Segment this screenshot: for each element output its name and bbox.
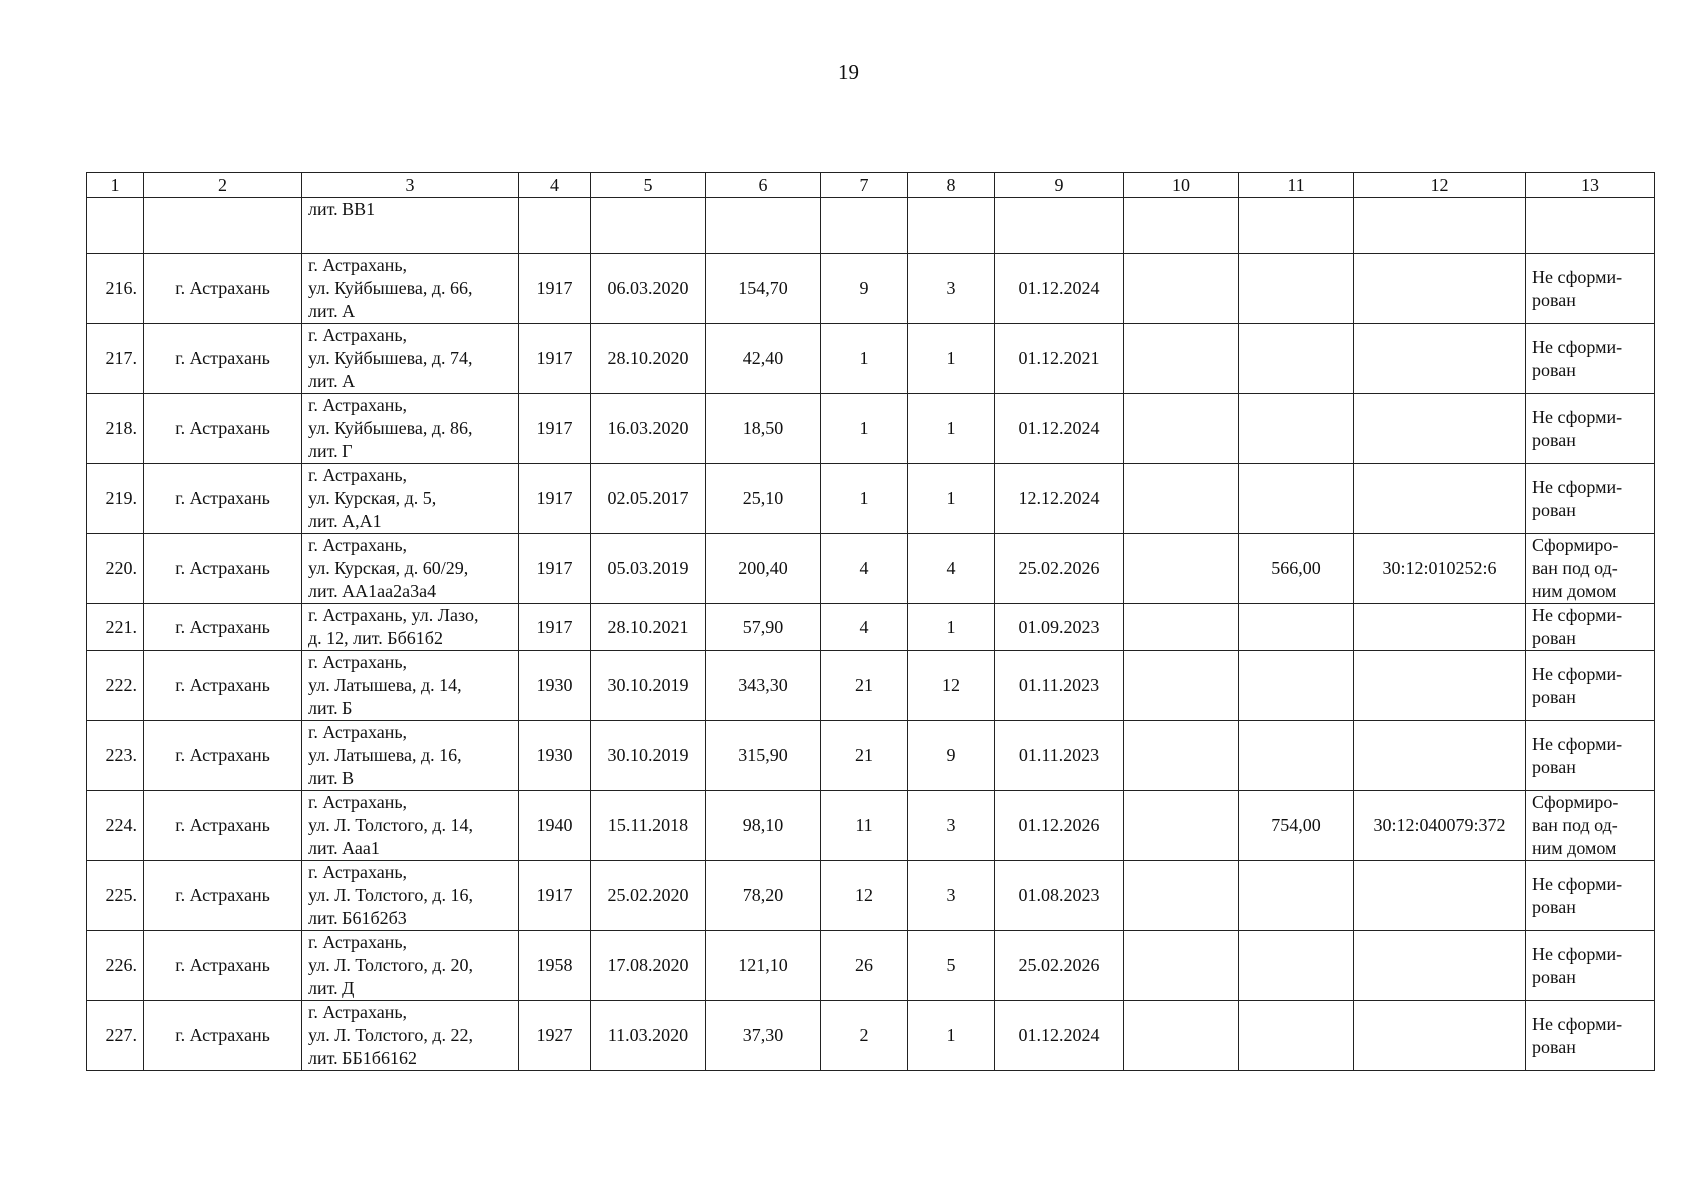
row-number-cell: 222. — [87, 651, 144, 721]
address-cell-line: ул. Л. Толстого, д. 22, — [308, 1025, 473, 1045]
table-row — [87, 254, 1655, 324]
cadastral-number-cell — [1354, 861, 1526, 931]
year-cell: 1927 — [519, 1001, 591, 1071]
column-number-cell: 3 — [302, 173, 519, 198]
status-cell — [1526, 791, 1655, 861]
year-cell: 1958 — [519, 931, 591, 1001]
empty-cell — [908, 198, 995, 254]
status-cell — [1526, 324, 1655, 394]
address-cell — [302, 464, 519, 534]
address-cell-line: г. Астрахань, — [308, 932, 408, 952]
land-area-cell — [1239, 604, 1354, 651]
address-cell — [302, 651, 519, 721]
status-cell-line: рован — [1532, 756, 1576, 777]
address-cell-line: лит. Б61б2б3 — [308, 908, 407, 928]
city-cell: г. Астрахань — [144, 791, 302, 861]
col7-cell: 9 — [821, 254, 908, 324]
area-cell: 42,40 — [706, 324, 821, 394]
col7-cell: 21 — [821, 651, 908, 721]
area-cell: 98,10 — [706, 791, 821, 861]
address-cell — [302, 198, 519, 254]
city-cell: г. Астрахань — [144, 534, 302, 604]
col10-cell — [1124, 464, 1239, 534]
address-cell — [302, 791, 519, 861]
date-cell: 17.08.2020 — [591, 931, 706, 1001]
column-number-cell: 9 — [995, 173, 1124, 198]
table-row — [87, 651, 1655, 721]
address-cell-line: ул. Л. Толстого, д. 16, — [308, 885, 473, 905]
row-number-cell: 220. — [87, 534, 144, 604]
address-cell-line: г. Астрахань, — [308, 792, 408, 812]
address-cell-line: лит. ВВ1 — [308, 199, 376, 219]
status-cell-line: ним домом — [1532, 838, 1617, 858]
address-cell-line: ул. Латышева, д. 16, — [308, 745, 462, 765]
col10-cell — [1124, 651, 1239, 721]
area-cell: 200,40 — [706, 534, 821, 604]
year-cell: 1917 — [519, 534, 591, 604]
land-area-cell — [1239, 931, 1354, 1001]
address-cell-line: лит. Ааа1 — [308, 838, 380, 858]
continuation-row — [87, 198, 1655, 254]
address-cell — [302, 721, 519, 791]
col10-cell — [1124, 791, 1239, 861]
status-cell-line: рован — [1532, 1036, 1576, 1057]
date-cell: 06.03.2020 — [591, 254, 706, 324]
status-cell-line: Не сформи- — [1532, 873, 1623, 894]
deadline-cell: 01.12.2021 — [995, 324, 1124, 394]
city-cell: г. Астрахань — [144, 861, 302, 931]
land-area-cell — [1239, 254, 1354, 324]
row-number-cell: 223. — [87, 721, 144, 791]
status-cell — [1526, 861, 1655, 931]
city-cell: г. Астрахань — [144, 931, 302, 1001]
col8-cell: 1 — [908, 464, 995, 534]
table-row — [87, 791, 1655, 861]
column-number-cell: 12 — [1354, 173, 1526, 198]
address-cell-line: лит. А — [308, 301, 356, 321]
cadastral-number-cell — [1354, 324, 1526, 394]
column-number-cell: 13 — [1526, 173, 1655, 198]
row-number-cell: 224. — [87, 791, 144, 861]
cadastral-number-cell — [1354, 464, 1526, 534]
col10-cell — [1124, 534, 1239, 604]
address-cell-line: г. Астрахань, — [308, 1002, 408, 1022]
col8-cell: 5 — [908, 931, 995, 1001]
year-cell: 1940 — [519, 791, 591, 861]
status-cell-line: ним домом — [1532, 581, 1617, 601]
deadline-cell: 01.12.2024 — [995, 254, 1124, 324]
col7-cell: 2 — [821, 1001, 908, 1071]
address-cell-line: лит. Б — [308, 698, 353, 718]
date-cell: 28.10.2020 — [591, 324, 706, 394]
city-cell: г. Астрахань — [144, 394, 302, 464]
col7-cell: 12 — [821, 861, 908, 931]
status-cell — [1526, 534, 1655, 604]
address-cell — [302, 1001, 519, 1071]
date-cell: 16.03.2020 — [591, 394, 706, 464]
table-row — [87, 464, 1655, 534]
col8-cell: 3 — [908, 791, 995, 861]
address-cell-line: лит. Г — [308, 441, 353, 461]
year-cell: 1917 — [519, 604, 591, 651]
area-cell: 78,20 — [706, 861, 821, 931]
status-cell-line: рован — [1532, 628, 1576, 648]
row-number-cell: 221. — [87, 604, 144, 651]
col10-cell — [1124, 1001, 1239, 1071]
empty-cell — [995, 198, 1124, 254]
address-cell-line: г. Астрахань, — [308, 535, 408, 555]
date-cell: 30.10.2019 — [591, 721, 706, 791]
land-area-cell: 754,00 — [1239, 791, 1354, 861]
deadline-cell: 25.02.2026 — [995, 534, 1124, 604]
col7-cell: 11 — [821, 791, 908, 861]
land-area-cell — [1239, 464, 1354, 534]
land-area-cell — [1239, 861, 1354, 931]
cadastral-number-cell — [1354, 604, 1526, 651]
address-cell — [302, 861, 519, 931]
status-cell-line: Не сформи- — [1532, 943, 1623, 964]
status-cell-line: Не сформи- — [1532, 336, 1623, 357]
deadline-cell: 01.12.2024 — [995, 1001, 1124, 1071]
status-cell — [1526, 604, 1655, 651]
status-cell-line: рован — [1532, 429, 1576, 450]
col7-cell: 21 — [821, 721, 908, 791]
col8-cell: 3 — [908, 861, 995, 931]
area-cell: 25,10 — [706, 464, 821, 534]
page-number: 19 — [838, 60, 859, 84]
address-cell-line: г. Астрахань, — [308, 862, 408, 882]
empty-cell — [87, 198, 144, 254]
address-cell-line: ул. Л. Толстого, д. 14, — [308, 815, 473, 835]
address-cell-line: ул. Курская, д. 60/29, — [308, 558, 469, 578]
row-number-cell: 226. — [87, 931, 144, 1001]
year-cell: 1917 — [519, 464, 591, 534]
deadline-cell: 01.11.2023 — [995, 721, 1124, 791]
col10-cell — [1124, 861, 1239, 931]
row-number-cell: 227. — [87, 1001, 144, 1071]
area-cell: 37,30 — [706, 1001, 821, 1071]
table-row — [87, 324, 1655, 394]
address-cell-line: ул. Куйбышева, д. 66, — [308, 278, 473, 298]
address-cell-line: д. 12, лит. Бб61б2 — [308, 628, 443, 648]
cadastral-number-cell — [1354, 931, 1526, 1001]
date-cell: 28.10.2021 — [591, 604, 706, 651]
address-cell-line: г. Астрахань, — [308, 652, 408, 672]
table-row — [87, 1001, 1655, 1071]
col10-cell — [1124, 604, 1239, 651]
row-number-cell: 219. — [87, 464, 144, 534]
status-cell — [1526, 721, 1655, 791]
col8-cell: 1 — [908, 394, 995, 464]
area-cell: 315,90 — [706, 721, 821, 791]
cadastral-number-cell — [1354, 394, 1526, 464]
cadastral-number-cell — [1354, 254, 1526, 324]
address-cell-line: г. Астрахань, ул. Лазо, — [308, 605, 479, 625]
status-cell — [1526, 1001, 1655, 1071]
row-number-cell: 217. — [87, 324, 144, 394]
column-number-cell: 5 — [591, 173, 706, 198]
status-cell-line: рован — [1532, 359, 1576, 380]
status-cell-line: Не сформи- — [1532, 406, 1623, 427]
area-cell: 57,90 — [706, 604, 821, 651]
city-cell: г. Астрахань — [144, 254, 302, 324]
empty-cell — [1239, 198, 1354, 254]
empty-cell — [1354, 198, 1526, 254]
status-cell-line: Сформиро- — [1532, 535, 1619, 555]
column-number-cell: 2 — [144, 173, 302, 198]
deadline-cell: 01.08.2023 — [995, 861, 1124, 931]
col7-cell: 1 — [821, 464, 908, 534]
table-row — [87, 721, 1655, 791]
row-number-cell: 216. — [87, 254, 144, 324]
area-cell: 18,50 — [706, 394, 821, 464]
land-area-cell — [1239, 721, 1354, 791]
cadastral-number-cell — [1354, 721, 1526, 791]
table-row — [87, 861, 1655, 931]
cadastral-number-cell: 30:12:010252:6 — [1354, 534, 1526, 604]
column-number-cell: 8 — [908, 173, 995, 198]
address-cell-line: г. Астрахань, — [308, 325, 408, 345]
col10-cell — [1124, 721, 1239, 791]
city-cell: г. Астрахань — [144, 721, 302, 791]
column-number-cell: 10 — [1124, 173, 1239, 198]
column-number-cell: 6 — [706, 173, 821, 198]
col7-cell: 4 — [821, 534, 908, 604]
land-area-cell — [1239, 394, 1354, 464]
empty-cell — [1526, 198, 1655, 254]
city-cell: г. Астрахань — [144, 651, 302, 721]
status-cell-line: рован — [1532, 896, 1576, 917]
status-cell-line: Не сформи- — [1532, 733, 1623, 754]
date-cell: 05.03.2019 — [591, 534, 706, 604]
address-cell-line: ул. Курская, д. 5, — [308, 488, 437, 508]
col10-cell — [1124, 324, 1239, 394]
status-cell-line: рован — [1532, 966, 1576, 987]
table-row — [87, 931, 1655, 1001]
year-cell: 1917 — [519, 324, 591, 394]
column-number-cell: 1 — [87, 173, 144, 198]
col8-cell: 12 — [908, 651, 995, 721]
empty-cell — [144, 198, 302, 254]
area-cell: 343,30 — [706, 651, 821, 721]
date-cell: 11.03.2020 — [591, 1001, 706, 1071]
address-cell-line: г. Астрахань, — [308, 255, 408, 275]
year-cell: 1917 — [519, 861, 591, 931]
col8-cell: 3 — [908, 254, 995, 324]
empty-cell — [821, 198, 908, 254]
cadastral-number-cell — [1354, 651, 1526, 721]
year-cell: 1917 — [519, 394, 591, 464]
address-cell — [302, 534, 519, 604]
status-cell-line: Сформиро- — [1532, 792, 1619, 812]
address-cell-line: ул. Куйбышева, д. 74, — [308, 348, 473, 368]
area-cell: 154,70 — [706, 254, 821, 324]
land-area-cell — [1239, 651, 1354, 721]
cadastral-number-cell: 30:12:040079:372 — [1354, 791, 1526, 861]
column-number-cell: 11 — [1239, 173, 1354, 198]
table-row — [87, 534, 1655, 604]
column-number-row — [87, 173, 1655, 198]
status-cell-line: Не сформи- — [1532, 476, 1623, 497]
address-cell-line: ул. Латышева, д. 14, — [308, 675, 462, 695]
empty-cell — [706, 198, 821, 254]
col8-cell: 1 — [908, 1001, 995, 1071]
status-cell-line: рован — [1532, 499, 1576, 520]
address-cell-line: г. Астрахань, — [308, 722, 408, 742]
empty-cell — [519, 198, 591, 254]
status-cell — [1526, 254, 1655, 324]
column-number-cell: 4 — [519, 173, 591, 198]
status-cell — [1526, 464, 1655, 534]
row-number-cell: 218. — [87, 394, 144, 464]
address-cell-line: лит. В — [308, 768, 355, 788]
empty-cell — [591, 198, 706, 254]
col10-cell — [1124, 254, 1239, 324]
land-area-cell: 566,00 — [1239, 534, 1354, 604]
address-cell — [302, 604, 519, 651]
date-cell: 02.05.2017 — [591, 464, 706, 534]
deadline-cell: 12.12.2024 — [995, 464, 1124, 534]
col10-cell — [1124, 931, 1239, 1001]
address-cell — [302, 254, 519, 324]
registry-table — [86, 172, 1655, 1071]
year-cell: 1917 — [519, 254, 591, 324]
status-cell — [1526, 651, 1655, 721]
col7-cell: 4 — [821, 604, 908, 651]
city-cell: г. Астрахань — [144, 1001, 302, 1071]
status-cell-line: ван под од- — [1532, 815, 1618, 835]
table-body — [87, 173, 1655, 1071]
col7-cell: 26 — [821, 931, 908, 1001]
row-number-cell: 225. — [87, 861, 144, 931]
status-cell-line: Не сформи- — [1532, 266, 1623, 287]
deadline-cell: 01.09.2023 — [995, 604, 1124, 651]
address-cell — [302, 931, 519, 1001]
status-cell-line: рован — [1532, 289, 1576, 310]
date-cell: 30.10.2019 — [591, 651, 706, 721]
city-cell: г. Астрахань — [144, 324, 302, 394]
address-cell-line: лит. Д — [308, 978, 355, 998]
address-cell — [302, 394, 519, 464]
col8-cell: 1 — [908, 604, 995, 651]
status-cell-line: рован — [1532, 686, 1576, 707]
deadline-cell: 01.12.2024 — [995, 394, 1124, 464]
land-area-cell — [1239, 1001, 1354, 1071]
col8-cell: 4 — [908, 534, 995, 604]
address-cell-line: лит. АА1аа2а3а4 — [308, 581, 437, 601]
city-cell: г. Астрахань — [144, 464, 302, 534]
city-cell: г. Астрахань — [144, 604, 302, 651]
date-cell: 25.02.2020 — [591, 861, 706, 931]
status-cell — [1526, 931, 1655, 1001]
status-cell — [1526, 394, 1655, 464]
column-number-cell: 7 — [821, 173, 908, 198]
status-cell-line: ван под од- — [1532, 558, 1618, 578]
empty-cell — [1124, 198, 1239, 254]
col7-cell: 1 — [821, 394, 908, 464]
land-area-cell — [1239, 324, 1354, 394]
deadline-cell: 01.11.2023 — [995, 651, 1124, 721]
date-cell: 15.11.2018 — [591, 791, 706, 861]
status-cell-line: Не сформи- — [1532, 663, 1623, 684]
col7-cell: 1 — [821, 324, 908, 394]
deadline-cell: 25.02.2026 — [995, 931, 1124, 1001]
col10-cell — [1124, 394, 1239, 464]
deadline-cell: 01.12.2026 — [995, 791, 1124, 861]
table-row — [87, 394, 1655, 464]
address-cell-line: г. Астрахань, — [308, 465, 408, 485]
address-cell-line: ул. Куйбышева, д. 86, — [308, 418, 473, 438]
cadastral-number-cell — [1354, 1001, 1526, 1071]
address-cell — [302, 324, 519, 394]
year-cell: 1930 — [519, 651, 591, 721]
address-cell-line: лит. ББ1б6162 — [308, 1048, 417, 1068]
address-cell-line: г. Астрахань, — [308, 395, 408, 415]
status-cell-line: Не сформи- — [1532, 605, 1623, 625]
col8-cell: 9 — [908, 721, 995, 791]
status-cell-line: Не сформи- — [1532, 1013, 1623, 1034]
address-cell-line: лит. А,А1 — [308, 511, 382, 531]
col8-cell: 1 — [908, 324, 995, 394]
table-row — [87, 604, 1655, 651]
address-cell-line: лит. А — [308, 371, 356, 391]
area-cell: 121,10 — [706, 931, 821, 1001]
year-cell: 1930 — [519, 721, 591, 791]
address-cell-line: ул. Л. Толстого, д. 20, — [308, 955, 473, 975]
